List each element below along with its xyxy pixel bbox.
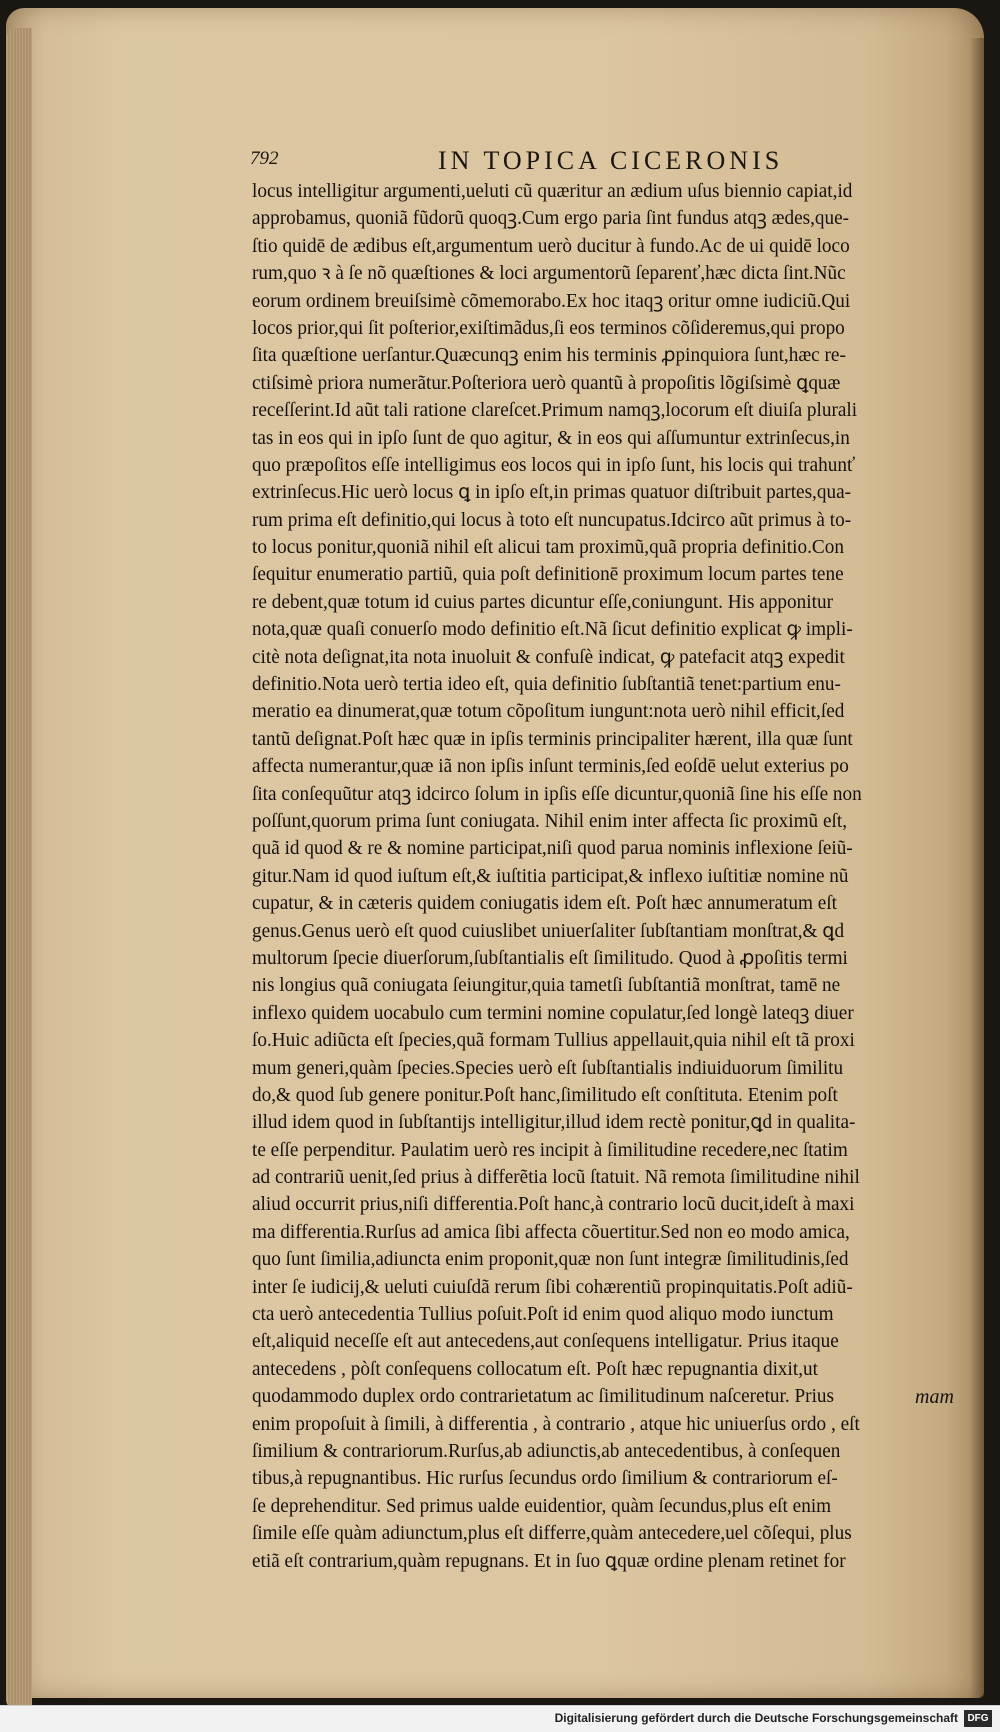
page-number: 792: [250, 148, 279, 169]
text-line: to locus ponitur,quoniã nihil eſt alicui tam proximũ,quã propria definitio.Con: [252, 537, 844, 559]
text-line: ma differentia.Rurſus ad amica ſibi affecta cõuertitur.Sed non eo modo amica,: [252, 1221, 850, 1243]
text-line: locos prior,qui ſit poſterior,exiſtimãdus,ſi eos terminos cõſideremus,qui propo: [252, 317, 845, 339]
text-line: mum generi,quàm ſpecies.Species uerò eſt ſubſtantialis indiuiduorum ſimilitu: [252, 1057, 844, 1079]
text-line: ad contrariũ uenit,ſed prius à differẽtia locũ ſtatuit. Nã remota ſimilitudine nihil: [252, 1167, 860, 1189]
text-line: locus intelligitur argumenti,ueluti cũ quæritur an ædium uſus biennio capiat,id: [252, 181, 853, 202]
text-line: ſequitur enumeratio partiũ, quia poſt definitionē proximum locum partes tene: [252, 564, 844, 586]
text-line: cta uerò antecedentia Tullius poſuit.Poſt id enim quod aliquo modo iunctum: [252, 1304, 834, 1326]
text-line: definitio.Nota uerò tertia ideo eſt, quia definitio ſubſtantiã tenet:partium enu-: [252, 674, 841, 696]
text-line: aliud occurrit prius,niſi differentia.Poſt hanc,à contrario locũ ducit,ideſt à maxi: [252, 1194, 855, 1216]
text-line: ſita quæſtione uerſantur.Quæcunqꝫ enim his terminis ꝓpinquiora ſunt,hæc re-: [252, 345, 846, 367]
text-line: eorum ordinem breuiſsimè cõmemorabo.Ex hoc itaqꝫ oritur omne iudiciũ.Qui: [252, 290, 851, 312]
text-line: genus.Genus uerò eſt quod cuiuslibet uniuerſaliter ſubſtantiam monſtrat,& ꝗd: [252, 920, 845, 942]
text-line: poſſunt,quorum prima ſunt coniugata. Nihil enim inter affecta ſic proximũ eſt,: [252, 810, 848, 832]
text-line: citè nota deſignat,ita nota inuoluit & confuſè indicat, ꝙ patefacit atqꝫ expedit: [252, 646, 845, 668]
text-line: quodammodo duplex ordo contrarietatum ac ſimilitudinum naſceretur. Prius: [252, 1386, 835, 1408]
text-line: inflexo quidem uocabulo cum termini nomine copulatur,ſed longè lateqꝫ diuer: [252, 1002, 854, 1024]
text-line: ſo.Huic adiũcta eſt ſpecies,quã formam Tullius appellauit,quia nihil eſt tã proxi: [252, 1030, 855, 1052]
dfg-logo: DFG: [964, 1710, 992, 1727]
text-line: meratio ea dinumerat,quæ totum cõpoſitum iungunt:nota uerò nihil efficit,ſed: [252, 701, 845, 723]
text-line: quo præpoſitos eſſe intelligimus eos locos qui in ipſo ſunt, his locis qui trahunť: [252, 454, 856, 476]
text-line: nis longius quã coniugata ſeiungitur,quia tametſi ſubſtantiã monſtrat, tamē ne: [252, 975, 841, 997]
text-line: enim propoſuit à ſimili, à differentia , à contrario , atque hic uniuerſus ordo , eſt: [252, 1413, 860, 1435]
text-line: quã id quod & re & nomine participat,niſi quod parua nominis inflexione ſeiũ-: [252, 838, 853, 860]
catchword: mam: [915, 1386, 954, 1408]
text-line: tantũ deſignat.Poſt hæc quæ in ipſis terminis principaliter hærent, illa quæ ſunt: [252, 728, 853, 750]
text-line: etiã eſt contrarium,quàm repugnans. Et in ſuo ꝗquæ ordine plenam retinet for: [252, 1550, 846, 1572]
text-line: ſe deprehenditur. Sed primus ualde euidentior, quàm ſecundus,plus eſt enim: [252, 1495, 832, 1517]
text-line: tas in eos qui in ipſo ſunt de quo agitur, & in eos qui aſſumuntur extrinſecus,in: [252, 427, 850, 449]
text-line: ctiſsimè priora numerãtur.Poſteriora uerò quantũ à propoſitis lõgiſsimè ꝗquæ: [252, 372, 841, 394]
text-line: affecta numerantur,quæ iã non ipſis inſunt terminis,ſed eoſdē uelut exterius po: [252, 756, 849, 778]
text-line: ſita conſequũtur atqꝫ idcirco ſolum in ipſis eſſe dicuntur,quoniã ſine his eſſe non: [252, 783, 862, 805]
page-stack-edge: [6, 28, 32, 1708]
text-line: eſt,aliquid neceſſe eſt aut antecedens,aut conſequens intelligatur. Prius itaque: [252, 1331, 839, 1353]
text-line: multorum ſpecie diuerſorum,ſubſtantialis eſt ſimilitudo. Quod à ꝓpoſitis termi: [252, 947, 848, 969]
footer-bar: [0, 1705, 1000, 1732]
running-title: IN TOPICA CICERONIS: [438, 146, 784, 175]
text-line: cupatur, & in cæteris quidem coniugatis idem eſt. Poſt hæc annumeratum eſt: [252, 893, 838, 915]
text-line: inter ſe iudicij,& ueluti cuiuſdã rerum ſibi cohærentiũ propinquitatis.Poſt adiũ-: [252, 1276, 853, 1298]
gutter-shadow: [970, 38, 984, 1698]
text-line: receſſerint.Id aũt tali ratione clareſcet.Primum namqꝫ,locorum eſt diuiſa plurali: [252, 400, 858, 422]
text-line: quo ſunt ſimilia,adiuncta enim proponit,quæ non ſunt integræ ſimilitudinis,ſed: [252, 1249, 849, 1271]
text-line: nota,quæ quaſi conuerſo modo definitio eſt.Nã ſicut definitio explicat ꝙ impli-: [252, 619, 853, 641]
body-text: [252, 178, 962, 1575]
text-line: ſimilium & contrariorum.Rurſus,ab adiunctis,ab antecedentibus, à conſequen: [252, 1440, 841, 1462]
text-line: rum,quo ꝛ à ſe nõ quæſtiones & loci argumentorũ ſeparenť,hæc dicta ſint.Nũc: [252, 263, 846, 285]
text-line: do,& quod ſub genere ponitur.Poſt hanc,ſimilitudo eſt conſtituta. Etenim poſt: [252, 1084, 838, 1106]
text-line: ſimile eſſe quàm adiunctum,plus eſt differre,quàm antecedere,uel cõſequi, plus: [252, 1523, 852, 1545]
text-line: illud idem quod in ſubſtantijs intelligitur,illud idem rectè ponitur,ꝗd in qualita-: [252, 1112, 856, 1134]
text-line: approbamus, quoniã fũdorũ quoqꝫ.Cum ergo paria ſint fundus atqꝫ ædes,que-: [252, 208, 850, 230]
text-line: re debent,quæ totum id cuius partes dicuntur eſſe,coniungunt. His apponitur: [252, 591, 833, 613]
text-line: ſtio quidē de ædibus eſt,argumentum uerò ducitur à fundo.Ac de ui quidē loco: [252, 235, 850, 257]
text-line: antecedens , pòſt conſequens collocatum eſt. Poſt hæc repugnantia dixit,ut: [252, 1358, 818, 1380]
text-line: tibus,à repugnantibus. Hic rurſus ſecundus ordo ſimilium & contrariorum eſ-: [252, 1468, 838, 1490]
footer-credit: Digitalisierung gefördert durch die Deutsche Forschungsgemeinschaft: [554, 1711, 958, 1725]
page-header: [250, 146, 970, 178]
text-line: extrinſecus.Hic uerò locus ꝗ in ipſo eſt,in primas quatuor diſtribuit partes,qua-: [252, 482, 852, 504]
text-line: gitur.Nam id quod iuſtum eſt,& iuſtitia participat,& inflexo iuſtitiæ nomine nũ: [252, 865, 849, 887]
text-line: te eſſe perpenditur. Paulatim uerò res incipit à ſimilitudine recedere,nec ſtatim: [252, 1139, 848, 1161]
text-line: rum prima eſt definitio,qui locus à toto eſt nuncupatus.Idcirco aũt primus à to-: [252, 509, 852, 531]
